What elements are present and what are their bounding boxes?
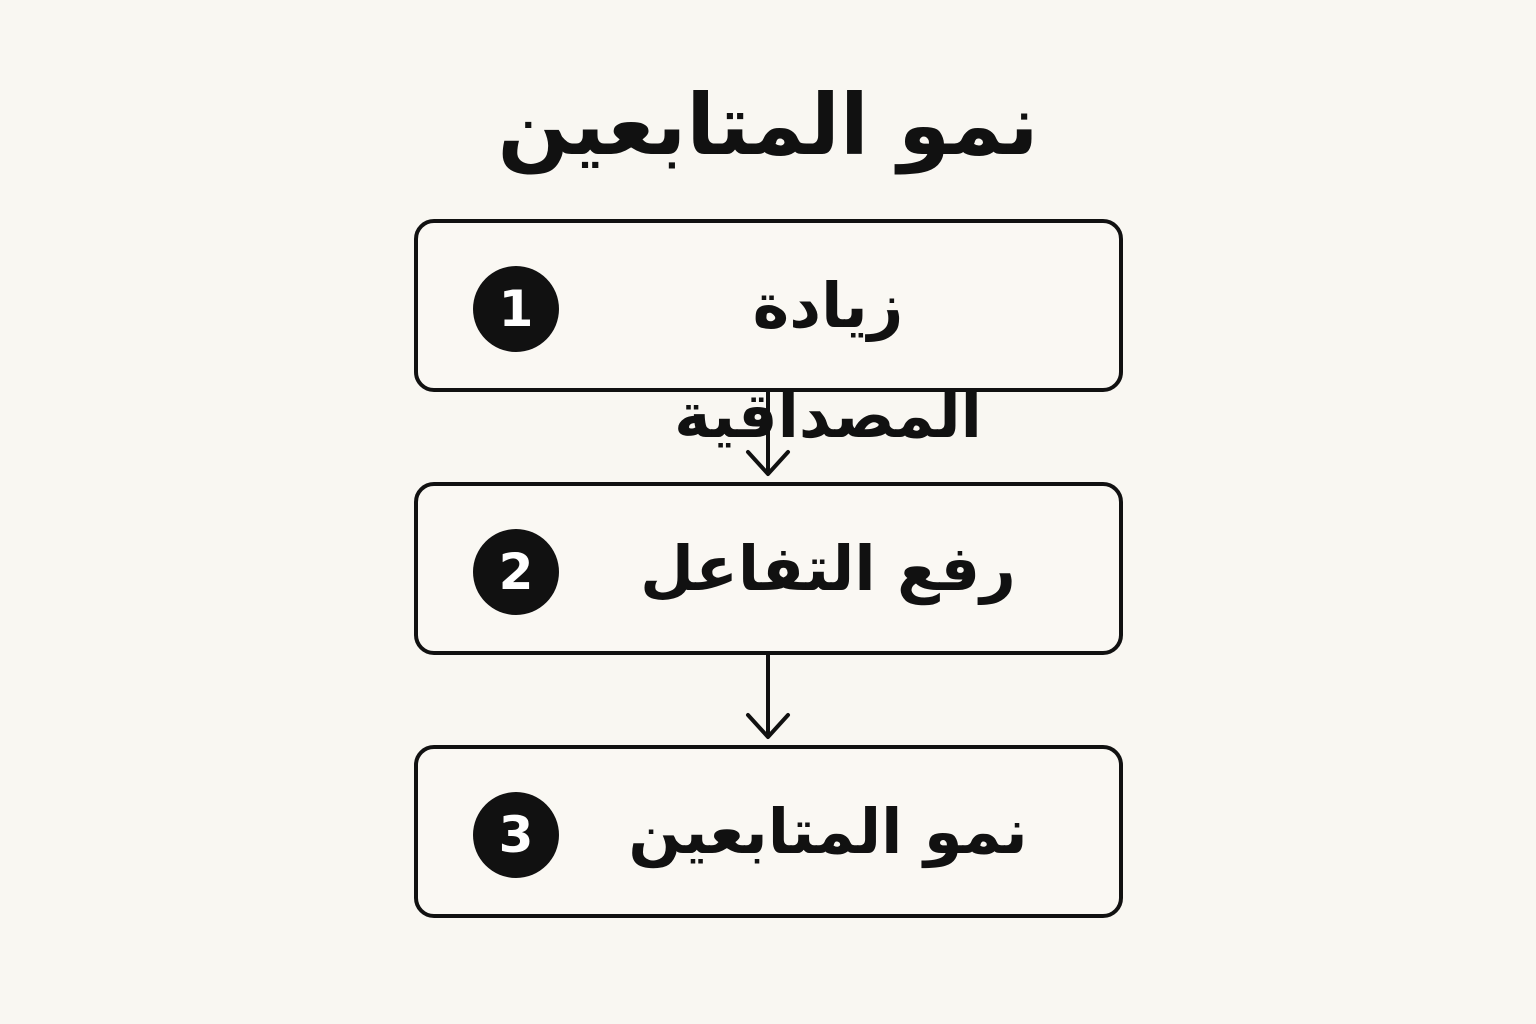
step-label-2: رفع التفاعل: [640, 532, 1016, 605]
step-box-2: [414, 482, 1123, 655]
step-label-3: نمو المتابعين: [628, 795, 1028, 868]
step-number-badge-2: 2: [473, 529, 559, 615]
step-number-badge-1: 1: [473, 266, 559, 352]
step-box-1: [414, 219, 1123, 452]
step-label-1: زيادة المصداقية: [674, 269, 982, 452]
down-arrow-icon: [738, 392, 798, 482]
step-box-3: [414, 745, 1123, 918]
diagram-title: نمو المتابعين: [497, 76, 1039, 174]
down-arrow-icon: [738, 655, 798, 745]
step-number-badge-3: 3: [473, 792, 559, 878]
